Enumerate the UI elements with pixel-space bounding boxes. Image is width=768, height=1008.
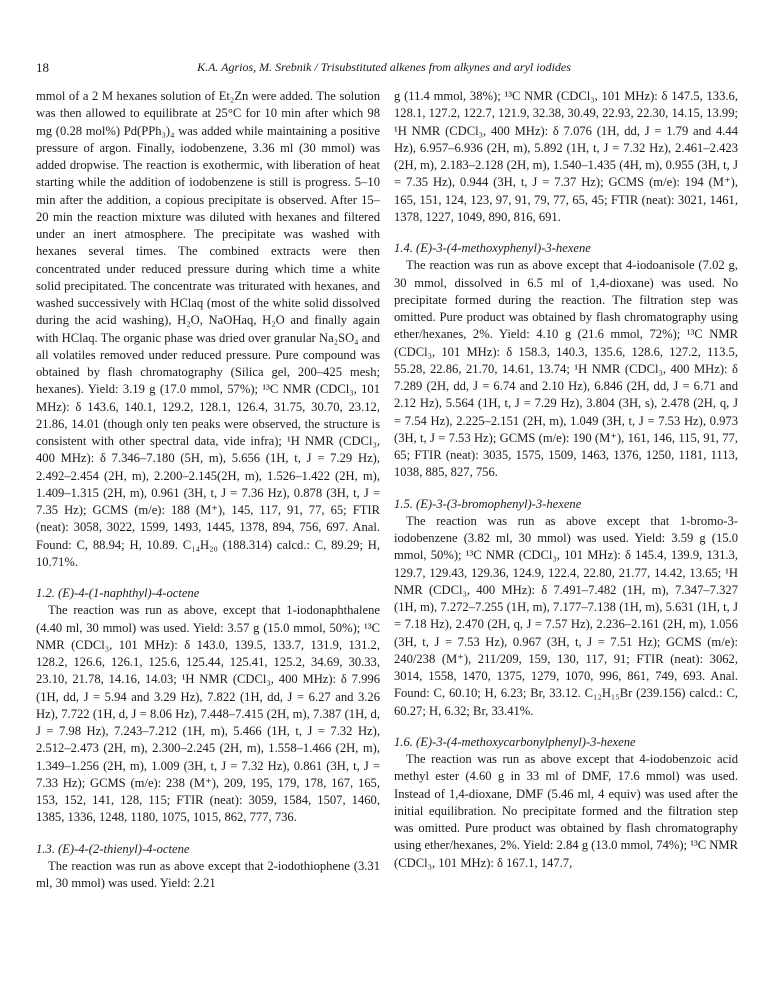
left-column bbox=[36, 88, 380, 892]
section-heading-1-5: 1.5. (E)-3-(3-bromophenyl)-3-hexene bbox=[394, 496, 582, 511]
running-title: K.A. Agrios, M. Srebnik / Trisubstituted alkenes from alkynes and aryl iodides bbox=[197, 60, 571, 74]
page-header bbox=[36, 60, 732, 76]
paragraph-1-3-continued: g (11.4 mmol, 38%); ¹³C NMR (CDCl₃, 101 MHz): δ 147.5, 133.6, 128.1, 127.2, 122.7, 121.9, 32.38, 30.49, 22.93, 22.30, 14.15, 13.99; ¹H NMR (CDCl₃, 400 MHz): δ 7.076 (1H, dd, J = 1.79 and 4.44 Hz), 6.957–6.936 (2H, m), 5.892 (1H, t, J = 7.32 Hz), 2.461–2.423 (2H, m), 2.183–2.128 (2H, m), 1.540–1.435 (4H, m), 0.955 (3H, t, J = 7.35 Hz), 0.944 (3H, t, J = 7.37 Hz); GCMS (m/e): 194 (M⁺), 165, 151, 124, 123, 97, 91, 79, 77, 65, 45; FTIR (neat): 3021, 1461, 1378, 1227, 1049, 890, 816, 691. bbox=[394, 89, 738, 224]
paragraph-procedure-continued: mmol of a 2 M hexanes solution of Et₂Zn were added. The solution was then allowed to equilibrate at 25°C for 10 min after which 98 mg (0.28 mol%) Pd(PPh₃)₄ was added while maintaining a positive pressure of argon. Finally, iodobenzene, 3.36 ml (30 mmol) was added dropwise. The reaction is exothermic, with liberation of heat starting while the addition of iodobenzene is still is progress. 5–10 min after the addition, a copious precipitate is observed. After 15–20 min the reaction mixture was diluted with hexanes and filtered under an inert atmosphere. The precipitate was washed with hexanes several times. The combined extracts were then concentrated under reduced pressure during which time a white solid precipitated. The concentrate was triturated with hexanes, and washed successively with HClaq (most of the white solid dissolved during the acid washing), H₂O, NaOHaq, H₂O and finally again with HClaq. The organic phase was dried over granular Na₂SO₄ and all volatiles removed under reduced pressure. Pure compound was obtained by flash chromatography (Silica gel, 200–425 mesh; hexanes). Yield: 3.19 g (17.0 mmol, 57%); ¹³C NMR (CDCl₃, 101 MHz): δ 143.6, 140.1, 129.2, 128.1, 126.4, 31.75, 30.70, 23.12, 21.86, 14.01 (though only ten peaks were observed, the structure is consistent with other spectral data, vide infra); ¹H NMR (CDCl₃, 400 MHz): δ 7.346–7.180 (5H, m), 5.656 (1H, t, J = 7.29 Hz), 2.492–2.454 (2H, m), 2.200–2.145(2H, m), 1.526–1.422 (2H, m), 1.409–1.315 (2H, m), 0.961 (3H, t, J = 7.36 Hz), 0.878 (3H, t, J = 7.35 Hz); GCMS (m/e): 188 (M⁺), 145, 117, 91, 77, 65; FTIR (neat): 3058, 3022, 1599, 1493, 1445, 1378, 894, 756, 697. Anal. Found: C, 88.94; H, 10.89. C₁₄H₂₀ (188.314) calcd.: C, 89.29; H, 10.71%. bbox=[36, 89, 380, 569]
paragraph-1-5: The reaction was run as above except that 1-bromo-3-iodobenzene (3.82 ml, 30 mmol) was used. Yield: 3.59 g (15.0 mmol, 50%); ¹³C NMR (CDCl₃, 101 MHz): δ 145.4, 139.9, 131.3, 129.7, 129.43, 129.36, 124.9, 122.4, 22.80, 21.77, 14.42, 13.65; ¹H NMR (CDCl₃, 400 MHz): δ 7.491–7.482 (1H, m), 7.347–7.327 (1H, m), 7.272–7.255 (1H, m), 7.177–7.138 (1H, m), 5.631 (1H, t, J = 7.18 Hz), 2.470 (2H, q, J = 7.57 Hz), 2.236–2.161 (2H, m), 1.056 (3H, t, J = 7.53 Hz), 0.967 (3H, t, J = 7.51 Hz); GCMS (m/e): 240/238 (M⁺), 211/209, 159, 130, 117, 91; FTIR (neat): 3062, 3014, 1558, 1470, 1375, 1279, 1070, 996, 861, 749, 693. Anal. Found: C, 60.10; H, 6.23; Br, 33.12. C₁₂H₁₅Br (239.156) calcd.: C, 60.27; H, 6.32; Br, 33.41%. bbox=[394, 513, 738, 718]
paragraph-1-4: The reaction was run as above except that 4-iodoanisole (7.02 g, 30 mmol, dissolved in 6.5 ml of 1,4-dioxane) was used. No precipitate formed during the reaction. The filtration step was omitted. Pure product was obtained by flash chromatography using ether/hexanes, 2%. Yield: 4.10 g (21.6 mmol, 72%); ¹³C NMR (CDCl₃, 101 MHz): δ 158.3, 140.3, 135.6, 128.6, 127.2, 113.5, 55.28, 22.86, 21.70, 14.61, 13.74; ¹H NMR (CDCl₃, 400 MHz): δ 7.289 (2H, dd, J = 6.74 and 2.10 Hz), 6.846 (2H, dd, J = 6.71 and 2.12 Hz), 5.564 (1H, t, J = 7.29 Hz), 3.804 (3H, s), 2.478 (2H, q, J = 7.54 Hz), 2.225–2.151 (2H, m), 1.049 (3H, t, J = 7.53 Hz), 0.973 (3H, t, J = 7.53 Hz); GCMS (m/e): 190 (M⁺), 161, 146, 115, 91, 77, 65; FTIR (neat): 3035, 1575, 1509, 1463, 1376, 1250, 1181, 1113, 1038, 885, 827, 756. bbox=[394, 258, 738, 480]
section-heading-1-6: 1.6. (E)-3-(4-methoxycarbonylphenyl)-3-hexene bbox=[394, 734, 636, 749]
paragraph-1-2: The reaction was run as above, except that 1-iodonaphthalene (4.40 ml, 30 mmol) was used. Yield: 3.57 g (15.0 mmol, 50%); ¹³C NMR (CDCl₃, 101 MHz): δ 143.0, 139.5, 133.7, 131.9, 131.2, 128.2, 126.6, 126.1, 125.6, 125.44, 125.41, 125.2, 34.69, 30.33, 23.10, 21.78, 14.16, 14.03; ¹H NMR (CDCl₃, 400 MHz): δ 7.996 (1H, dd, J = 5.94 and 3.29 Hz), 7.822 (1H, dd, J = 6.27 and 3.26 Hz), 7.722 (1H, d, J = 8.06 Hz), 7.448–7.415 (2H, m), 7.387 (1H, d, J = 7.98 Hz), 7.243–7.212 (1H, m), 5.466 (1H, t, J = 7.32 Hz), 2.512–2.473 (2H, m), 2.300–2.245 (2H, m), 1.558–1.466 (2H, m), 1.349–1.256 (2H, m), 1.009 (3H, t, J = 7.32 Hz), 0.861 (3H, t, J = 7.33 Hz); GCMS (m/e): 238 (M⁺), 209, 195, 179, 178, 167, 165, 153, 152, 141, 128, 115; FTIR (neat): 3059, 1584, 1507, 1460, 1385, 1336, 1248, 1180, 1075, 1015, 862, 777, 736. bbox=[36, 603, 380, 825]
section-heading-1-3: 1.3. (E)-4-(2-thienyl)-4-octene bbox=[36, 841, 190, 856]
section-heading-1-4: 1.4. (E)-3-(4-methoxyphenyl)-3-hexene bbox=[394, 241, 591, 255]
section-heading-1-2: 1.2. (E)-4-(1-naphthyl)-4-octene bbox=[36, 586, 200, 600]
page-number: 18 bbox=[36, 60, 49, 75]
paragraph-1-6: The reaction was run as above except that 4-iodobenzoic acid methyl ester (4.60 g in 33 ml of DMF, 17.6 mmol) was used. Instead of 1,4-dioxane, DMF (5.46 ml, 4 equiv) was used after the initial equilibration. No precipitate formed and the filtration step was omitted. Pure product was obtained by flash chromatography using ether/hexanes, 2%. Yield: 2.84 g (13.0 mmol, 74%); ¹³C NMR (CDCl₃, 101 MHz): δ 167.1, 147.7, bbox=[394, 752, 738, 870]
right-column bbox=[394, 88, 738, 872]
paragraph-1-3: The reaction was run as above except that 2-iodothiophene (3.31 ml, 30 mmol) was used. Yield: 2.21 bbox=[36, 858, 380, 890]
